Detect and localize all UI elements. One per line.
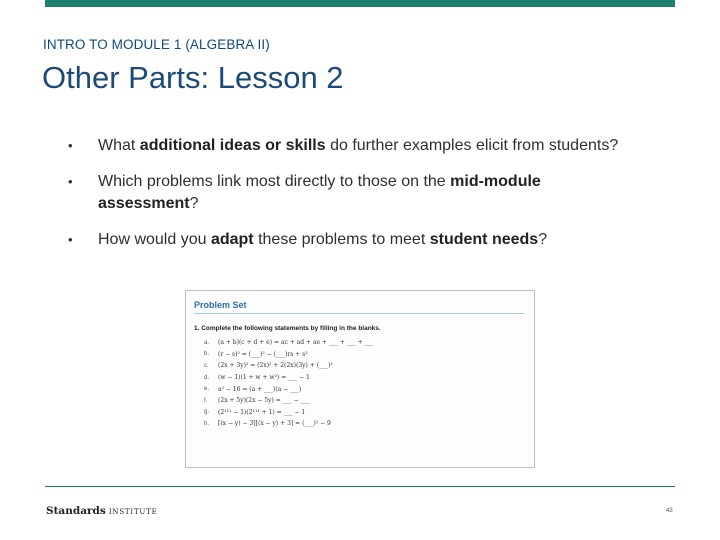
bullet-text: do further examples elicit from students? <box>325 137 619 154</box>
problem-item-label: d. <box>204 374 210 381</box>
section-kicker: INTRO TO MODULE 1 (ALGEBRA II) <box>43 37 270 52</box>
bullet-emphasis: student needs <box>429 231 539 248</box>
problem-item <box>204 349 524 361</box>
problem-item <box>204 360 524 372</box>
footer-divider <box>45 486 675 487</box>
problem-item <box>204 372 524 384</box>
problem-item-label: a. <box>204 339 210 346</box>
bullet-text: these problems to meet <box>253 231 430 248</box>
divider <box>194 313 524 314</box>
page-title: Other Parts: Lesson 2 <box>42 60 344 95</box>
problem-set-heading: Problem Set <box>194 300 247 310</box>
problem-item-text: (2x + 5y)(2x − 5y) = ___ − ___ <box>218 397 310 405</box>
list-item <box>68 171 628 215</box>
problem-item-text: (a + b)(c + d + e) = ac + ad + ae + ___ + ___ + ___ <box>218 339 374 347</box>
problem-items <box>204 337 524 430</box>
problem-item-text: (2x + 3y)² = (2x)² + 2(2x)(3y) + (___)² <box>218 362 333 370</box>
page-number: 43 <box>666 508 673 514</box>
problem-item <box>204 383 524 395</box>
problem-item-text: (r − s)² = (___)² − (___)rs + s² <box>218 350 308 358</box>
problem-item <box>204 418 524 430</box>
bullet-marker: • <box>68 232 73 247</box>
bullet-emphasis: adapt <box>210 231 254 248</box>
bullet-text: What <box>98 137 140 154</box>
problem-item-label: h. <box>204 420 210 427</box>
problem-item-text: (2¹¹¹ − 1)(2¹¹¹ + 1) = ___ − 1 <box>218 408 306 416</box>
bullet-emphasis: additional ideas or skills <box>139 137 326 154</box>
problem-item-text: [(x − y) − 3][(x − y) + 3] = (___)² − 9 <box>218 420 331 428</box>
list-item <box>68 229 628 251</box>
problem-item-label: g. <box>204 409 210 416</box>
problem-item <box>204 337 524 349</box>
bullet-text: ? <box>189 195 199 212</box>
problem-item-text: a² − 16 = (a + ___)(a − ___) <box>218 385 302 393</box>
bullet-text: ? <box>538 231 548 248</box>
problem-item-text: (w − 1)(1 + w + w²) = ___ − 1 <box>218 374 310 382</box>
problem-item-label: f. <box>204 397 208 404</box>
logo-rest-text: INSTITUTE <box>105 508 158 516</box>
logo-bold-text: Standards <box>46 505 106 517</box>
bullet-text: How would you <box>98 231 211 248</box>
bullet-list <box>68 135 628 265</box>
standards-institute-logo <box>46 505 158 517</box>
top-accent-bar <box>45 0 675 7</box>
bullet-emphasis: mid-module assessment <box>98 173 541 212</box>
problem-question: 1. Complete the following statements by filling in the blanks. <box>194 325 381 332</box>
problem-item <box>204 395 524 407</box>
problem-item-label: c. <box>204 362 209 369</box>
problem-item <box>204 407 524 419</box>
problem-item-label: e. <box>204 386 210 393</box>
problem-set-image <box>185 290 535 468</box>
bullet-text: Which problems link most directly to those on the <box>98 173 451 190</box>
problem-item-label: b. <box>204 351 210 358</box>
list-item <box>68 135 628 157</box>
bullet-marker: • <box>68 138 73 153</box>
bullet-marker: • <box>68 174 73 189</box>
